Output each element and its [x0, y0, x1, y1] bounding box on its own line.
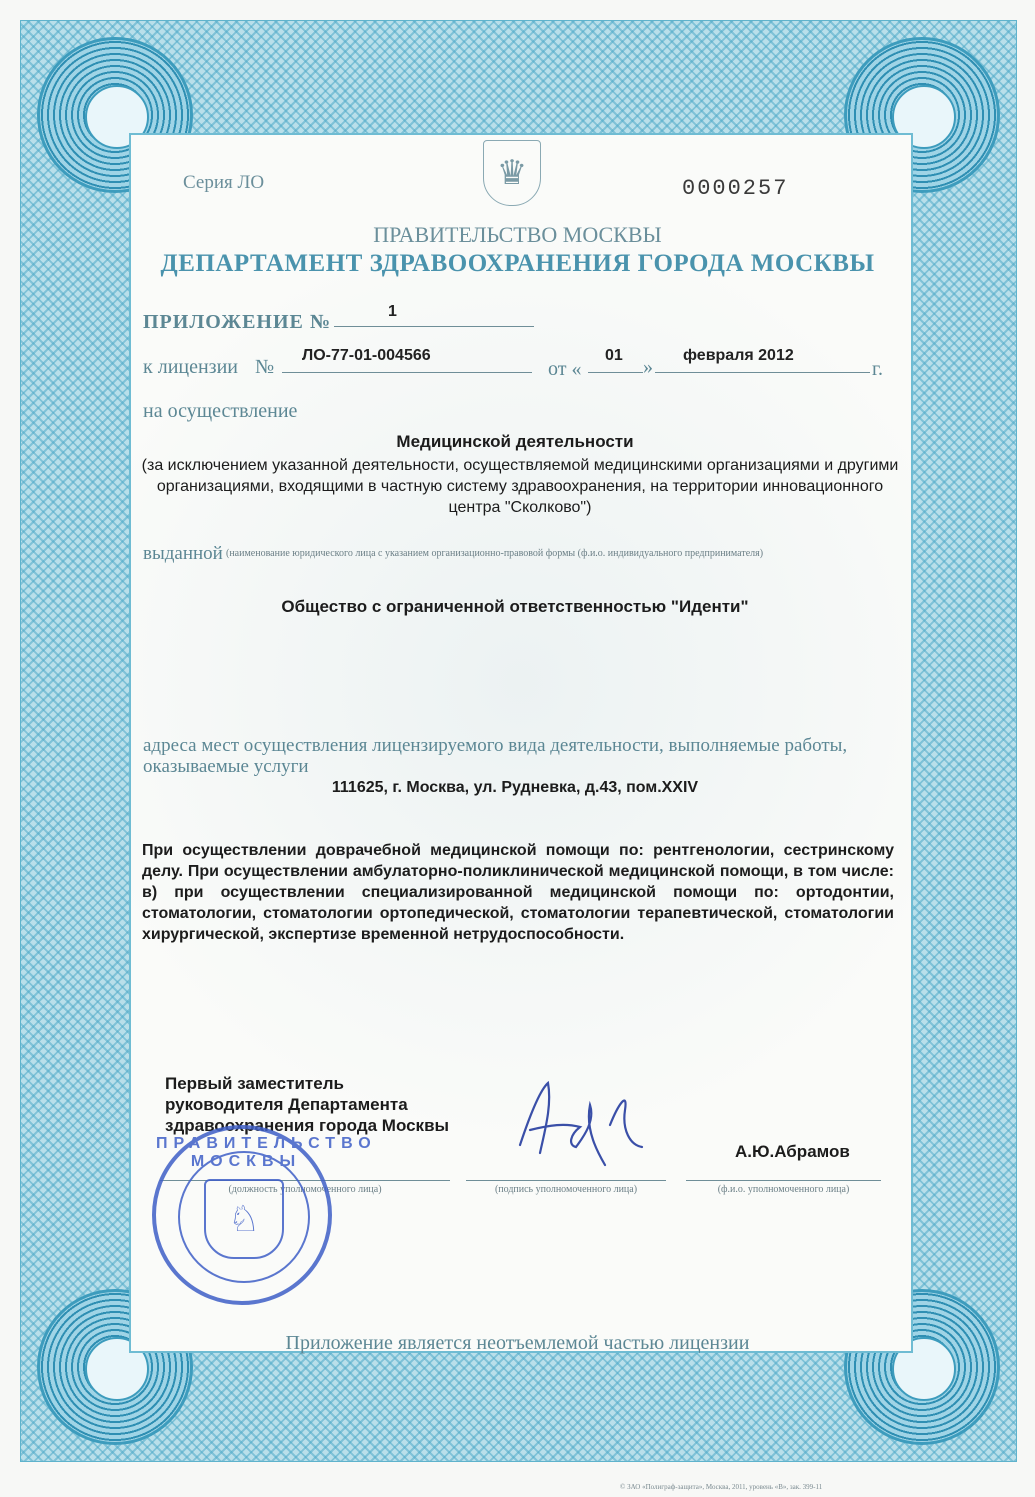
services-text: При осуществлении доврачебной медицинской помощи по: рентгенологии, сестринскому делу. При осуществлении амбулаторно-поликлинической медицинской помощи, в том числе: в) при осуществлении специализированной медицинской помощи по: ортодонтии, стоматологии, стоматологии ортопедической, стоматологии терапевтической, стоматологии хирургической, экспертизе временной нетрудоспособности.	[142, 842, 894, 943]
issued-hint: (наименование юридического лица с указанием организационно-правовой формы (ф.и.о. индивидуального предпринимателя)	[226, 548, 764, 559]
date-quote-close: »	[643, 356, 653, 378]
name-line	[686, 1180, 881, 1181]
government-title: ПРАВИТЕЛЬСТВО МОСКВЫ	[373, 222, 662, 247]
license-number: ЛО-77-01-004566	[302, 347, 431, 364]
name-caption: (ф.и.о. уполномоченного лица)	[717, 1184, 850, 1195]
signature-caption: (подпись уполномоченного лица)	[494, 1184, 638, 1195]
activity-label: на осуществление	[143, 400, 298, 422]
position-caption: (должность уполномоченного лица)	[228, 1184, 382, 1195]
activity-title: Медицинской деятельности	[396, 432, 634, 451]
signature-line	[466, 1180, 666, 1181]
license-month-year: февраля 2012	[683, 347, 794, 364]
signer-position: Первый заместитель руководителя Департамента здравоохранения города Москвы	[165, 1074, 450, 1135]
printer-imprint: © ЗАО «Полиграф-защита», Москва, 2011, уровень «В», зак. 399-11	[620, 1483, 823, 1491]
license-label: к лицензии	[143, 356, 238, 378]
license-no-sign: №	[255, 356, 275, 378]
address: 111625, г. Москва, ул. Рудневка, д.43, пом.XXIV	[331, 779, 699, 796]
department-title: ДЕПАРТАМЕНТ ЗДРАВООХРАНЕНИЯ ГОРОДА МОСКВЫ	[160, 250, 875, 277]
seal-text: ПРАВИТЕЛЬСТВО МОСКВЫ	[156, 1135, 377, 1170]
organization-name: Общество с ограниченной ответственностью "Иденти"	[281, 597, 749, 616]
handwritten-signature	[510, 1075, 650, 1175]
official-seal	[152, 1125, 377, 1305]
license-day: 01	[605, 347, 623, 364]
date-from-label: от «	[548, 358, 582, 380]
day-line	[588, 372, 643, 373]
appendix-number-line	[334, 326, 534, 327]
appendix-number: 1	[388, 303, 397, 320]
year-suffix: г.	[872, 358, 883, 380]
form-number: 0000257	[682, 176, 789, 201]
series-label: Серия ЛО	[183, 172, 265, 193]
activity-description: (за исключением указанной деятельности, осуществляемой медицинскими организациями и другими организациями, входящими в частную систему здравоохранения, на территории инновационного центра "Сколково")	[141, 457, 899, 516]
seal-emblem-icon: ♘	[204, 1179, 284, 1259]
issued-label: выданной	[143, 543, 223, 564]
license-number-line	[282, 372, 532, 373]
month-year-line	[655, 372, 870, 373]
addresses-label: адреса мест осуществления лицензируемого вида деятельности, выполняемые работы, оказываемые услуги	[143, 735, 848, 777]
appendix-no-sign: №	[310, 311, 331, 333]
footer-note: Приложение является неотъемлемой частью лицензии	[285, 1332, 750, 1354]
appendix-label: ПРИЛОЖЕНИЕ	[143, 311, 304, 333]
coat-of-arms-icon: ♛	[483, 140, 541, 206]
signer-name: А.Ю.Абрамов	[735, 1142, 850, 1161]
